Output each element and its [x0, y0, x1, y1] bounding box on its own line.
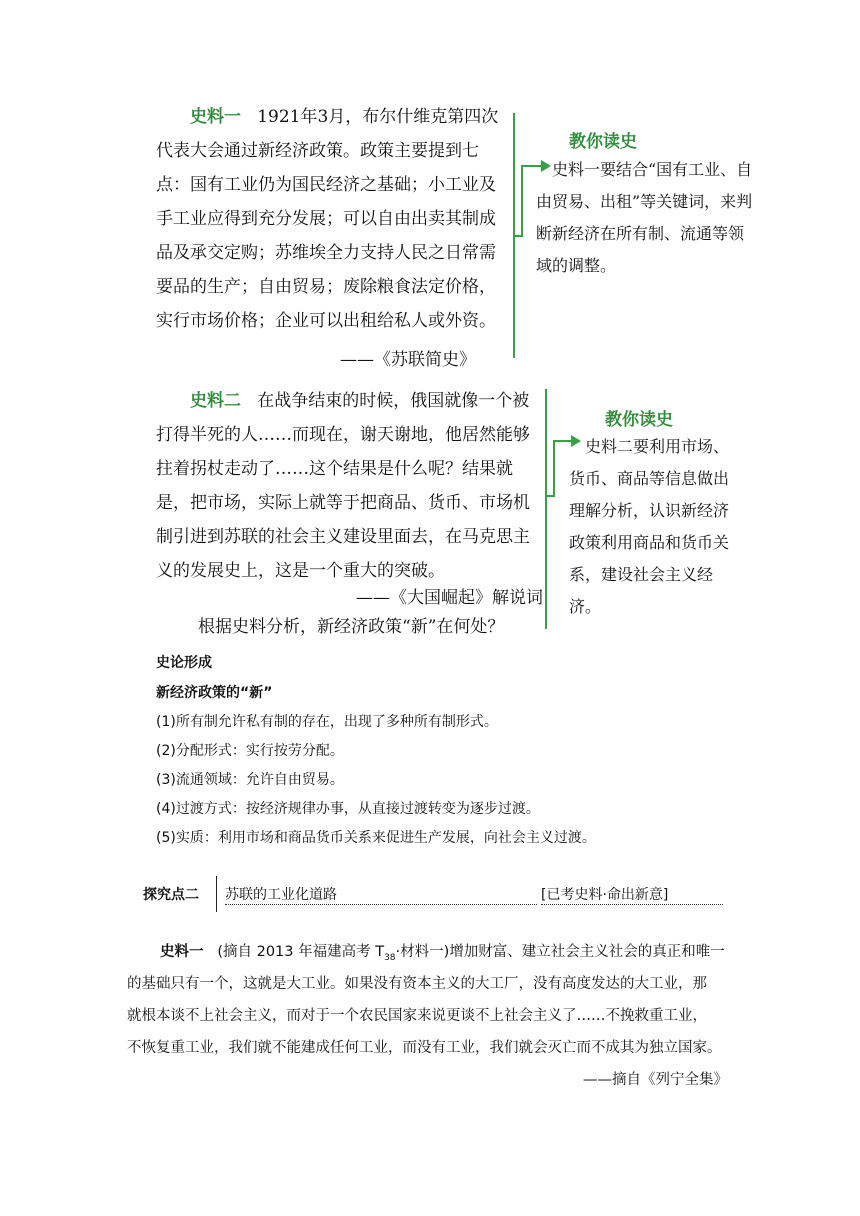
- source2-label: 史料二: [190, 391, 241, 411]
- source1-passage: [156, 100, 508, 338]
- s2-text-line-2: 的基础只有一个，这就是大工业。如果没有资本主义的大工厂，没有高度发达的大工业，那: [127, 976, 707, 992]
- tip1-text: 史料一要结合“国有工业、自由贸易、出租”等关键词，来判断新经济在所有制、流通等领域的调整。: [536, 160, 753, 275]
- tip2-text: 史料二要利用市场、货币、商品等信息做出理解分析，认识新经济政策利用商品和货币关系，建设社会主义经济。: [569, 437, 730, 616]
- conclusion-item-2: (2)分配形式：实行按劳分配。: [156, 743, 344, 759]
- source1-label: 史料一: [190, 107, 241, 127]
- source1-citation: ——《苏联简史》: [340, 350, 476, 370]
- tip1-title: 教你读史: [569, 132, 637, 152]
- s2-origin-suffix: ·材料一): [395, 944, 450, 960]
- conclusion-item-5: (5)实质：利用市场和商品货币关系来促进生产发展，向社会主义过渡。: [156, 830, 596, 846]
- s2-source1-label: 史料一: [160, 944, 204, 960]
- s2-text-line-3: 就根本谈不上社会主义，而对于一个农民国家来说更谈不上社会主义了……不挽救重工业，: [127, 1008, 707, 1024]
- point-tag-text: [已考史料·命出新意]: [541, 887, 669, 903]
- conclusion-heading: 史论形成: [156, 655, 212, 671]
- s2-source1-citation: ——摘自《列宁全集》: [583, 1072, 728, 1088]
- point-title: [225, 884, 537, 905]
- tip2-title: 教你读史: [605, 410, 673, 430]
- conclusion-item-3: (3)流通领域：允许自由贸易。: [156, 772, 344, 788]
- s2-text-line-1: 增加财富、建立社会主义社会的真正和唯一: [449, 944, 725, 960]
- source1-text: 1921年3月，布尔什维克第四次代表大会通过新经济政策。政策主要提到七点：国有工业仍为国民经济之基础；小工业及手工业应得到充分发展；可以自由出卖其制成品及承交定购；苏维埃全力支持人民之日常需要品的生产；自由贸易；废除粮食法定价格，实行市场价格；企业可以出租给私人或外资。: [156, 107, 499, 331]
- source2-citation: ——《大国崛起》解说词: [356, 588, 543, 608]
- point-title-text: 苏联的工业化道路: [225, 887, 337, 903]
- s2-origin-sub: 38: [384, 952, 396, 963]
- s2-source1-origin: [217, 944, 450, 963]
- point-tag: [541, 884, 723, 905]
- source2-question: 根据史料分析，新经济政策“新”在何处？: [198, 617, 505, 637]
- source1-connector-v: [521, 165, 523, 237]
- conclusion-item-4: (4)过渡方式：按经济规律办事，从直接过渡转变为逐步过渡。: [156, 801, 540, 817]
- point-label: 探究点二: [143, 887, 199, 903]
- source2-passage: [156, 384, 542, 588]
- s2-text-line-4: 不恢复重工业，我们就不能建成任何工业，而没有工业，我们就会灭亡而不成其为独立国家。: [127, 1040, 722, 1056]
- conclusion-subheading: 新经济政策的“新”: [156, 685, 273, 701]
- conclusion-item-1: (1)所有制允许私有制的存在，出现了多种所有制形式。: [156, 714, 498, 730]
- point-divider: [216, 876, 217, 912]
- source2-connector-v: [553, 440, 555, 497]
- source2-text: 在战争结束的时候，俄国就像一个被打得半死的人……而现在，谢天谢地，他居然能够拄着拐杖走动了……这个结果是什么呢？结果就是，把市场，实际上就等于把商品、货币、市场机制引进到苏联的社会主义建设里面去，在马克思主义的发展史上，这是一个重大的突破。: [156, 391, 530, 581]
- s2-origin-prefix: (摘自 2013 年福建高考 T: [217, 944, 385, 960]
- source2-bracket: [545, 389, 547, 629]
